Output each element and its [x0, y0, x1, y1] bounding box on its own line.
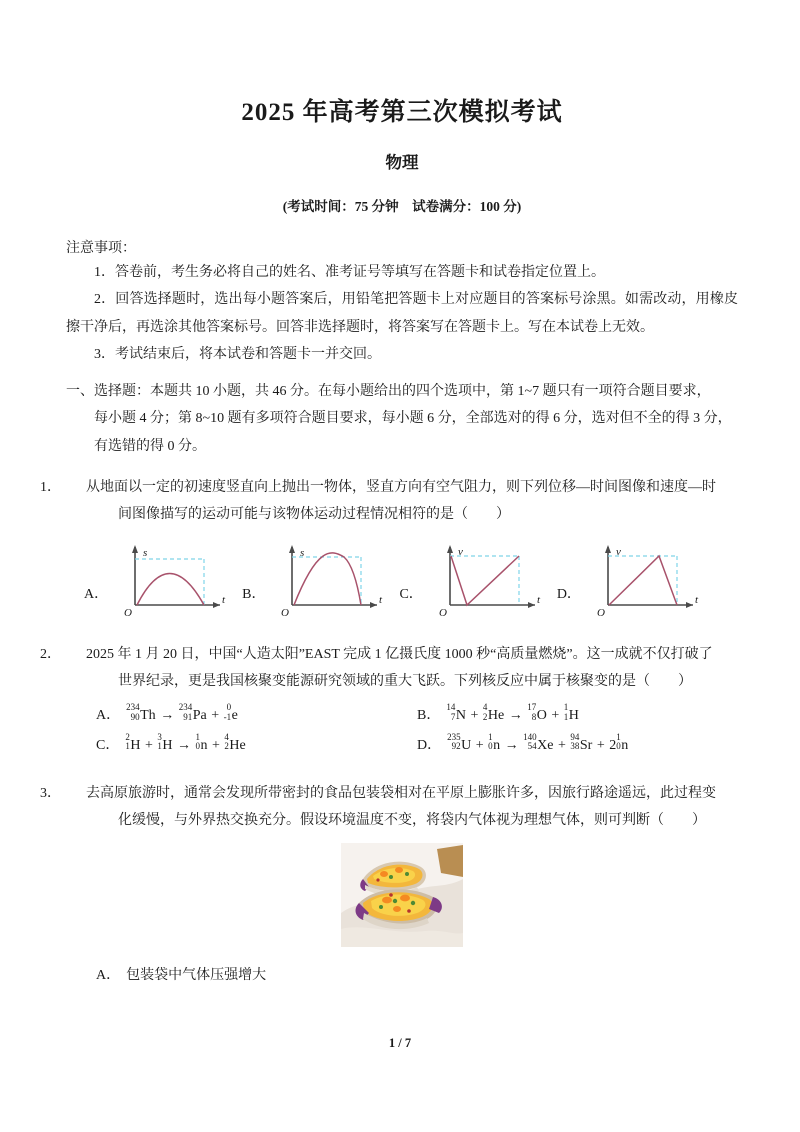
- option-C-label: C．: [399, 586, 423, 602]
- graph-D-svg: [585, 537, 703, 619]
- option-2D-equation: 235 92 U + 1 0 n → 140 54 Xe + 94 38 Sr + 2 1 0 n: [447, 731, 629, 753]
- graph-B-origin: O: [281, 606, 290, 619]
- graph-D-origin: O: [596, 606, 605, 619]
- graph-A-origin: O: [124, 606, 133, 619]
- question-1: [40, 474, 738, 529]
- subject-title: 物理: [385, 153, 419, 172]
- graph-C-ylabel: v: [457, 545, 463, 558]
- graph-A-ylabel: s: [143, 546, 148, 559]
- graph-C-xlabel: t: [536, 593, 540, 606]
- section-instruction-line1: 一、选择题：本题共 10 小题，共 46 分。在每小题给出的四个选项中，第 1~7 题只有一项符合题目要求，: [66, 384, 711, 400]
- option-2D-label: D．: [417, 737, 442, 753]
- question-3-line2: 化缓慢，与外界热交换充分。假设环境温度不变，将袋内气体视为理想气体，则可判断（ ）: [118, 813, 706, 829]
- option-A-graph[interactable]: [84, 537, 230, 619]
- question-2-options-row-1: [66, 701, 738, 730]
- question-2-number: 2．: [40, 646, 61, 662]
- option-2C-equation: 2 1 H + 3 1 H → 1 0 n + 4 2 He: [125, 731, 246, 753]
- graph-B-ylabel: s: [300, 546, 305, 559]
- question-3: [40, 780, 738, 835]
- option-B-label: B．: [242, 586, 266, 602]
- option-D-label: D．: [556, 586, 581, 602]
- option-2C[interactable]: [96, 731, 417, 760]
- notice-item-3: 3．考试结束后，将本试卷和答题卡一并交回。: [94, 346, 381, 362]
- option-2C-label: C．: [96, 737, 120, 753]
- notice-item-2: 2．回答选择题时，选出每小题答案后，用铅笔把答题卡上对应题目的答案标号涂黑。如需改动，用橡皮擦干净后，再选涂其他答案标号。回答非选择题时，将答案写在答题卡上。写在本试卷上无效。: [66, 292, 738, 335]
- graph-B-xlabel: t: [379, 593, 383, 606]
- option-2A-equation: 234 90 Th → 234 91 Pa + 0 -1 e: [126, 702, 238, 724]
- option-A-label: A．: [84, 586, 109, 602]
- option-3A-text: 包装袋中气体压强增大: [126, 967, 267, 983]
- question-2-line1: 2025 年 1 月 20 日，中国“人造太阳”EAST 完成 1 亿摄氏度 1000 秒“高质量燃烧”。这一成就不仅打破了: [86, 646, 713, 662]
- option-2D[interactable]: [417, 731, 738, 760]
- question-2-line2: 世界纪录，更是我国核聚变能源研究领域的重大飞跃。下列核反应中属于核聚变的是（ ）: [118, 673, 692, 689]
- option-2A[interactable]: [96, 701, 417, 730]
- graph-A-xlabel: t: [222, 593, 226, 606]
- option-C-graph[interactable]: [399, 537, 544, 619]
- question-1-number: 1．: [40, 480, 61, 496]
- option-2B-label: B．: [417, 708, 441, 724]
- question-1-line2: 间图像描写的运动可能与该物体运动过程情况相符的是（ ）: [118, 507, 510, 523]
- question-1-line1: 从地面以一定的初速度竖直向上抛出一物体，竖直方向有空气阻力，则下列位移—时间图像和速度—时: [86, 480, 716, 496]
- exam-meta: (考试时间：75 分钟 试卷满分：100 分): [282, 199, 522, 214]
- question-3-line1: 去高原旅游时，通常会发现所带密封的食品包装袋相对在平原上膨胀许多，因旅行路途遥远，此过程变: [86, 786, 716, 802]
- option-D-graph[interactable]: [557, 537, 703, 619]
- option-3A-label: A．: [96, 967, 121, 983]
- page-footer: 1 / 7: [388, 1036, 412, 1050]
- graph-D-xlabel: t: [694, 593, 698, 606]
- question-3-photo-wrap: [66, 843, 738, 947]
- question-1-graph-options: [66, 537, 738, 619]
- graph-B-svg: [269, 537, 387, 619]
- graph-C-origin: O: [438, 606, 447, 619]
- graph-A-svg: [112, 537, 230, 619]
- page-title: 2025 年高考第三次模拟考试: [241, 99, 563, 126]
- option-2A-label: A．: [96, 708, 121, 724]
- question-2: [40, 641, 738, 696]
- option-2B[interactable]: [417, 701, 738, 730]
- graph-D-ylabel: v: [615, 545, 621, 558]
- notice-item-1: 1．答卷前，考生务必将自己的姓名、准考证号等填写在答题卡和试卷指定位置上。: [94, 265, 605, 280]
- snack-package-photo-svg: [341, 843, 463, 947]
- option-B-graph[interactable]: [242, 537, 387, 619]
- option-3A[interactable]: [96, 961, 738, 990]
- graph-C-svg: [427, 537, 545, 619]
- section-instruction: [66, 378, 738, 460]
- question-3-number: 3．: [40, 786, 61, 802]
- section-instruction-line3: 有选错的得 0 分。: [94, 438, 206, 454]
- option-2B-equation: 14 7 N + 4 2 He → 17 8 O + 1 1 H: [446, 702, 579, 724]
- question-3-options: [66, 961, 738, 990]
- question-2-options-row-2: [66, 731, 738, 760]
- snack-package-photo: [341, 843, 463, 947]
- notice-heading: 注意事项：: [66, 241, 136, 256]
- section-instruction-line2: 每小题 4 分；第 8~10 题有多项符合题目要求，每小题 6 分，全部选对的得 6 分，选对但不全的得 3 分，: [94, 411, 732, 427]
